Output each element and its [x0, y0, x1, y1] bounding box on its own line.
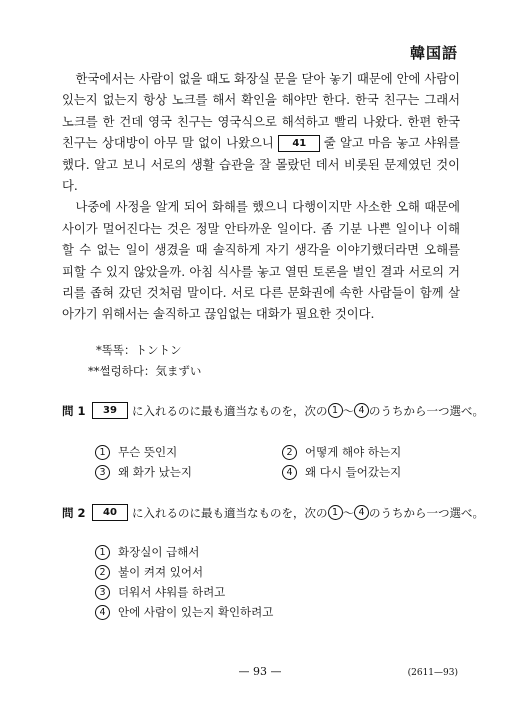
- circled-number: 1: [328, 505, 343, 520]
- passage-paragraph-2: 나중에 사정을 알게 되어 화해를 했으니 다행이지만 사소한 오해 때문에 사이가 멀어진다는 것은 정말 안타까운 일이다. 좀 기분 나쁜 일이나 이해할 수 없는 일이 생겼을 때 솔직하게 자기 생각을 이야기했더라면 오해를 피할 수 있지 않았을까. 아침 식사를 놓고 열띤 토론을 벌인 결과 서로의 거리를 좁혀 갔던 것처럼 말이다. 서로 다른 문화권에 속한 사람들이 함께 살아가기 위해서는 솔직하고 끊임없는 대화가 필요한 것이다.: [62, 200, 460, 322]
- option-number: 1: [95, 445, 110, 460]
- passage-text: 한국에서는 사람이 없을 때도 화장실 문을 닫아 놓기 때문에 안에 사람이 있는지 없는지 항상 노크를 해서 확인을 해야만 한다. 한국 친구는 그래서 노크를 한 건데 영국 친구는 영국식으로 해석하고 빨리 나왔다. 한편 한국 친구는 상대방이 아무 말 없이 나왔으니: [62, 72, 460, 151]
- option-number: 3: [95, 585, 110, 600]
- question-blank-box: 40: [92, 504, 128, 521]
- page-title: 韓国語: [409, 44, 458, 62]
- blank-41-box: 41: [278, 135, 320, 152]
- tilde: ～: [342, 403, 354, 418]
- note-item: **썰렁하다：気まずい: [88, 364, 202, 378]
- option-item[interactable]: [282, 444, 401, 460]
- option-number: 4: [95, 605, 110, 620]
- circled-number: 1: [328, 403, 343, 418]
- exam-code: (2611—93): [407, 668, 458, 678]
- circled-number: 4: [354, 505, 369, 520]
- question-text: のうちから一つ選べ。: [369, 403, 484, 418]
- question-text: に入れるのに最も適当なものを，次の: [132, 505, 328, 520]
- tilde: ～: [342, 505, 354, 520]
- question-number: 問 2: [62, 505, 86, 520]
- option-text: 더워서 샤워를 하려고: [118, 585, 226, 599]
- option-item[interactable]: [282, 464, 401, 480]
- passage-paragraph-1: [62, 69, 460, 197]
- question-2-prompt: [62, 504, 484, 521]
- option-item[interactable]: [95, 584, 225, 600]
- option-item[interactable]: [95, 564, 203, 580]
- option-number: 2: [95, 565, 110, 580]
- option-text: 화장실이 급해서: [118, 545, 200, 559]
- question-text: に入れるのに最も適当なものを，次の: [132, 403, 328, 418]
- option-text: 왜 화가 났는지: [118, 465, 192, 479]
- option-number: 1: [95, 545, 110, 560]
- option-number: 3: [95, 465, 110, 480]
- option-text: 불이 켜져 있어서: [118, 565, 204, 579]
- page-number: — 93 —: [238, 665, 282, 678]
- vocabulary-notes: [88, 340, 201, 382]
- question-number: 問 1: [62, 403, 86, 418]
- option-item[interactable]: [95, 544, 199, 560]
- circled-number: 4: [354, 403, 369, 418]
- option-item[interactable]: [95, 464, 192, 480]
- question-1-prompt: [62, 402, 484, 419]
- passage-text: 줄 알고 마음 놓고 샤워를 했다. 알고 보니 서로의 생활 습관을 잘 몰랐던 데서 비롯된 문제였던 것이다.: [62, 136, 460, 194]
- option-number: 4: [282, 465, 297, 480]
- reading-passage: [62, 69, 460, 326]
- question-blank-box: 39: [92, 402, 128, 419]
- option-text: 무슨 뜻인지: [118, 445, 178, 459]
- option-text: 왜 다시 들어갔는지: [305, 465, 402, 479]
- option-text: 어떻게 해야 하는지: [305, 445, 402, 459]
- option-text: 안에 사람이 있는지 확인하려고: [118, 605, 274, 619]
- option-number: 2: [282, 445, 297, 460]
- question-text: のうちから一つ選べ。: [369, 505, 484, 520]
- option-item[interactable]: [95, 604, 273, 620]
- note-item: *똑똑：トントン: [96, 343, 182, 357]
- option-item[interactable]: [95, 444, 177, 460]
